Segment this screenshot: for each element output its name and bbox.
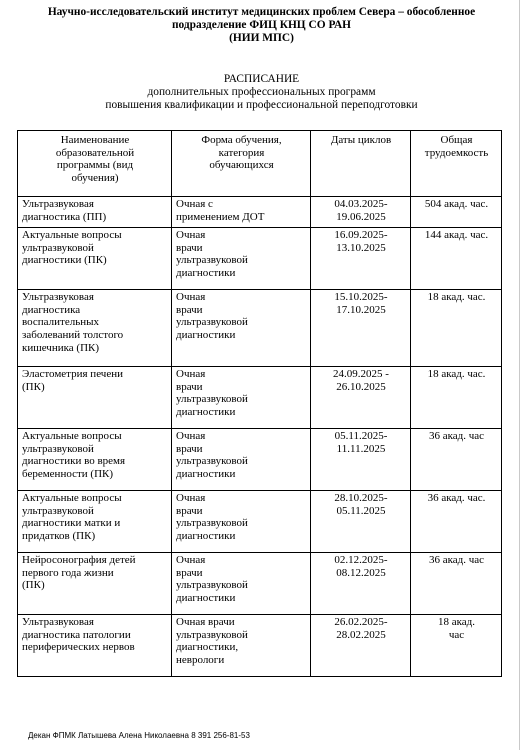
cycle-dates-cell: 28.10.2025- 05.11.2025 — [311, 491, 411, 553]
cycle-dates-cell: 16.09.2025- 13.10.2025 — [311, 228, 411, 290]
program-name-cell: Актуальные вопросы ультразвуковой диагностики матки и придатков (ПК) — [18, 491, 172, 553]
contact-footer: Декан ФПМК Латышева Алена Николаевна 8 391 256-81-53 — [28, 731, 250, 740]
workload-cell: 18 акад. час. — [411, 290, 502, 367]
cycle-dates-cell: 05.11.2025- 11.11.2025 — [311, 429, 411, 491]
study-form-cell: Очная врачи ультразвуковой диагностики — [172, 228, 311, 290]
table-row — [18, 429, 502, 491]
study-form-cell: Очная врачи ультразвуковой диагностики — [172, 553, 311, 615]
study-form-cell: Очная врачи ультразвуковой диагностики — [172, 290, 311, 367]
cycle-dates-cell: 26.02.2025- 28.02.2025 — [311, 615, 411, 677]
workload-cell: 36 акад. час. — [411, 491, 502, 553]
program-name-cell: Нейросонография детей первого года жизни (ПК) — [18, 553, 172, 615]
title-line-3: повышения квалификации и профессиональной переподготовки — [105, 99, 418, 111]
table-header-row — [18, 131, 502, 197]
cycle-dates-cell: 04.03.2025- 19.06.2025 — [311, 197, 411, 228]
workload-cell: 144 акад. час. — [411, 228, 502, 290]
workload-cell: 36 акад. час — [411, 429, 502, 491]
column-header-form: Форма обучения, категория обучающихся — [172, 131, 311, 197]
cycle-dates-cell: 02.12.2025- 08.12.2025 — [311, 553, 411, 615]
program-name-cell: Эластометрия печени (ПК) — [18, 367, 172, 429]
header-line-2: подразделение ФИЦ КНЦ СО РАН — [171, 19, 352, 31]
table-row — [18, 290, 502, 367]
schedule-title — [0, 73, 523, 112]
program-name-cell: Актуальные вопросы ультразвуковой диагностики (ПК) — [18, 228, 172, 290]
table-row — [18, 615, 502, 677]
table-row — [18, 197, 502, 228]
cycle-dates-cell: 15.10.2025- 17.10.2025 — [311, 290, 411, 367]
column-header-dates: Даты циклов — [311, 131, 411, 197]
header-line-3: (НИИ МПС) — [229, 32, 294, 44]
column-header-hours: Общая трудоемкость — [411, 131, 502, 197]
page-edge-line — [519, 0, 520, 750]
study-form-cell: Очная врачи ультразвуковой диагностики — [172, 429, 311, 491]
title-line-2: дополнительных профессиональных программ — [147, 86, 376, 98]
workload-cell: 18 акад. час — [411, 615, 502, 677]
study-form-cell: Очная врачи ультразвуковой диагностики — [172, 491, 311, 553]
program-name-cell: Актуальные вопросы ультразвуковой диагностики во время беременности (ПК) — [18, 429, 172, 491]
program-name-cell: Ультразвуковая диагностика (ПП) — [18, 197, 172, 228]
column-header-program: Наименование образовательной программы (вид обучения) — [18, 131, 172, 197]
table-row — [18, 491, 502, 553]
study-form-cell: Очная с применением ДОТ — [172, 197, 311, 228]
table-row — [18, 367, 502, 429]
cycle-dates-cell: 24.09.2025 - 26.10.2025 — [311, 367, 411, 429]
workload-cell: 504 акад. час. — [411, 197, 502, 228]
schedule-table — [17, 130, 502, 677]
workload-cell: 36 акад. час — [411, 553, 502, 615]
program-name-cell: Ультразвуковая диагностика патологии периферических нервов — [18, 615, 172, 677]
study-form-cell: Очная врачи ультразвуковой диагностики, неврологи — [172, 615, 311, 677]
title-heading: РАСПИСАНИЕ — [223, 73, 300, 85]
workload-cell: 18 акад. час. — [411, 367, 502, 429]
study-form-cell: Очная врачи ультразвуковой диагностики — [172, 367, 311, 429]
table-row — [18, 553, 502, 615]
program-name-cell: Ультразвуковая диагностика воспалительных заболеваний толстого кишечника (ПК) — [18, 290, 172, 367]
header-line-1: Научно-исследовательский институт медицинских проблем Севера – обособленное — [47, 6, 476, 18]
table-row — [18, 228, 502, 290]
institution-header — [0, 6, 523, 45]
